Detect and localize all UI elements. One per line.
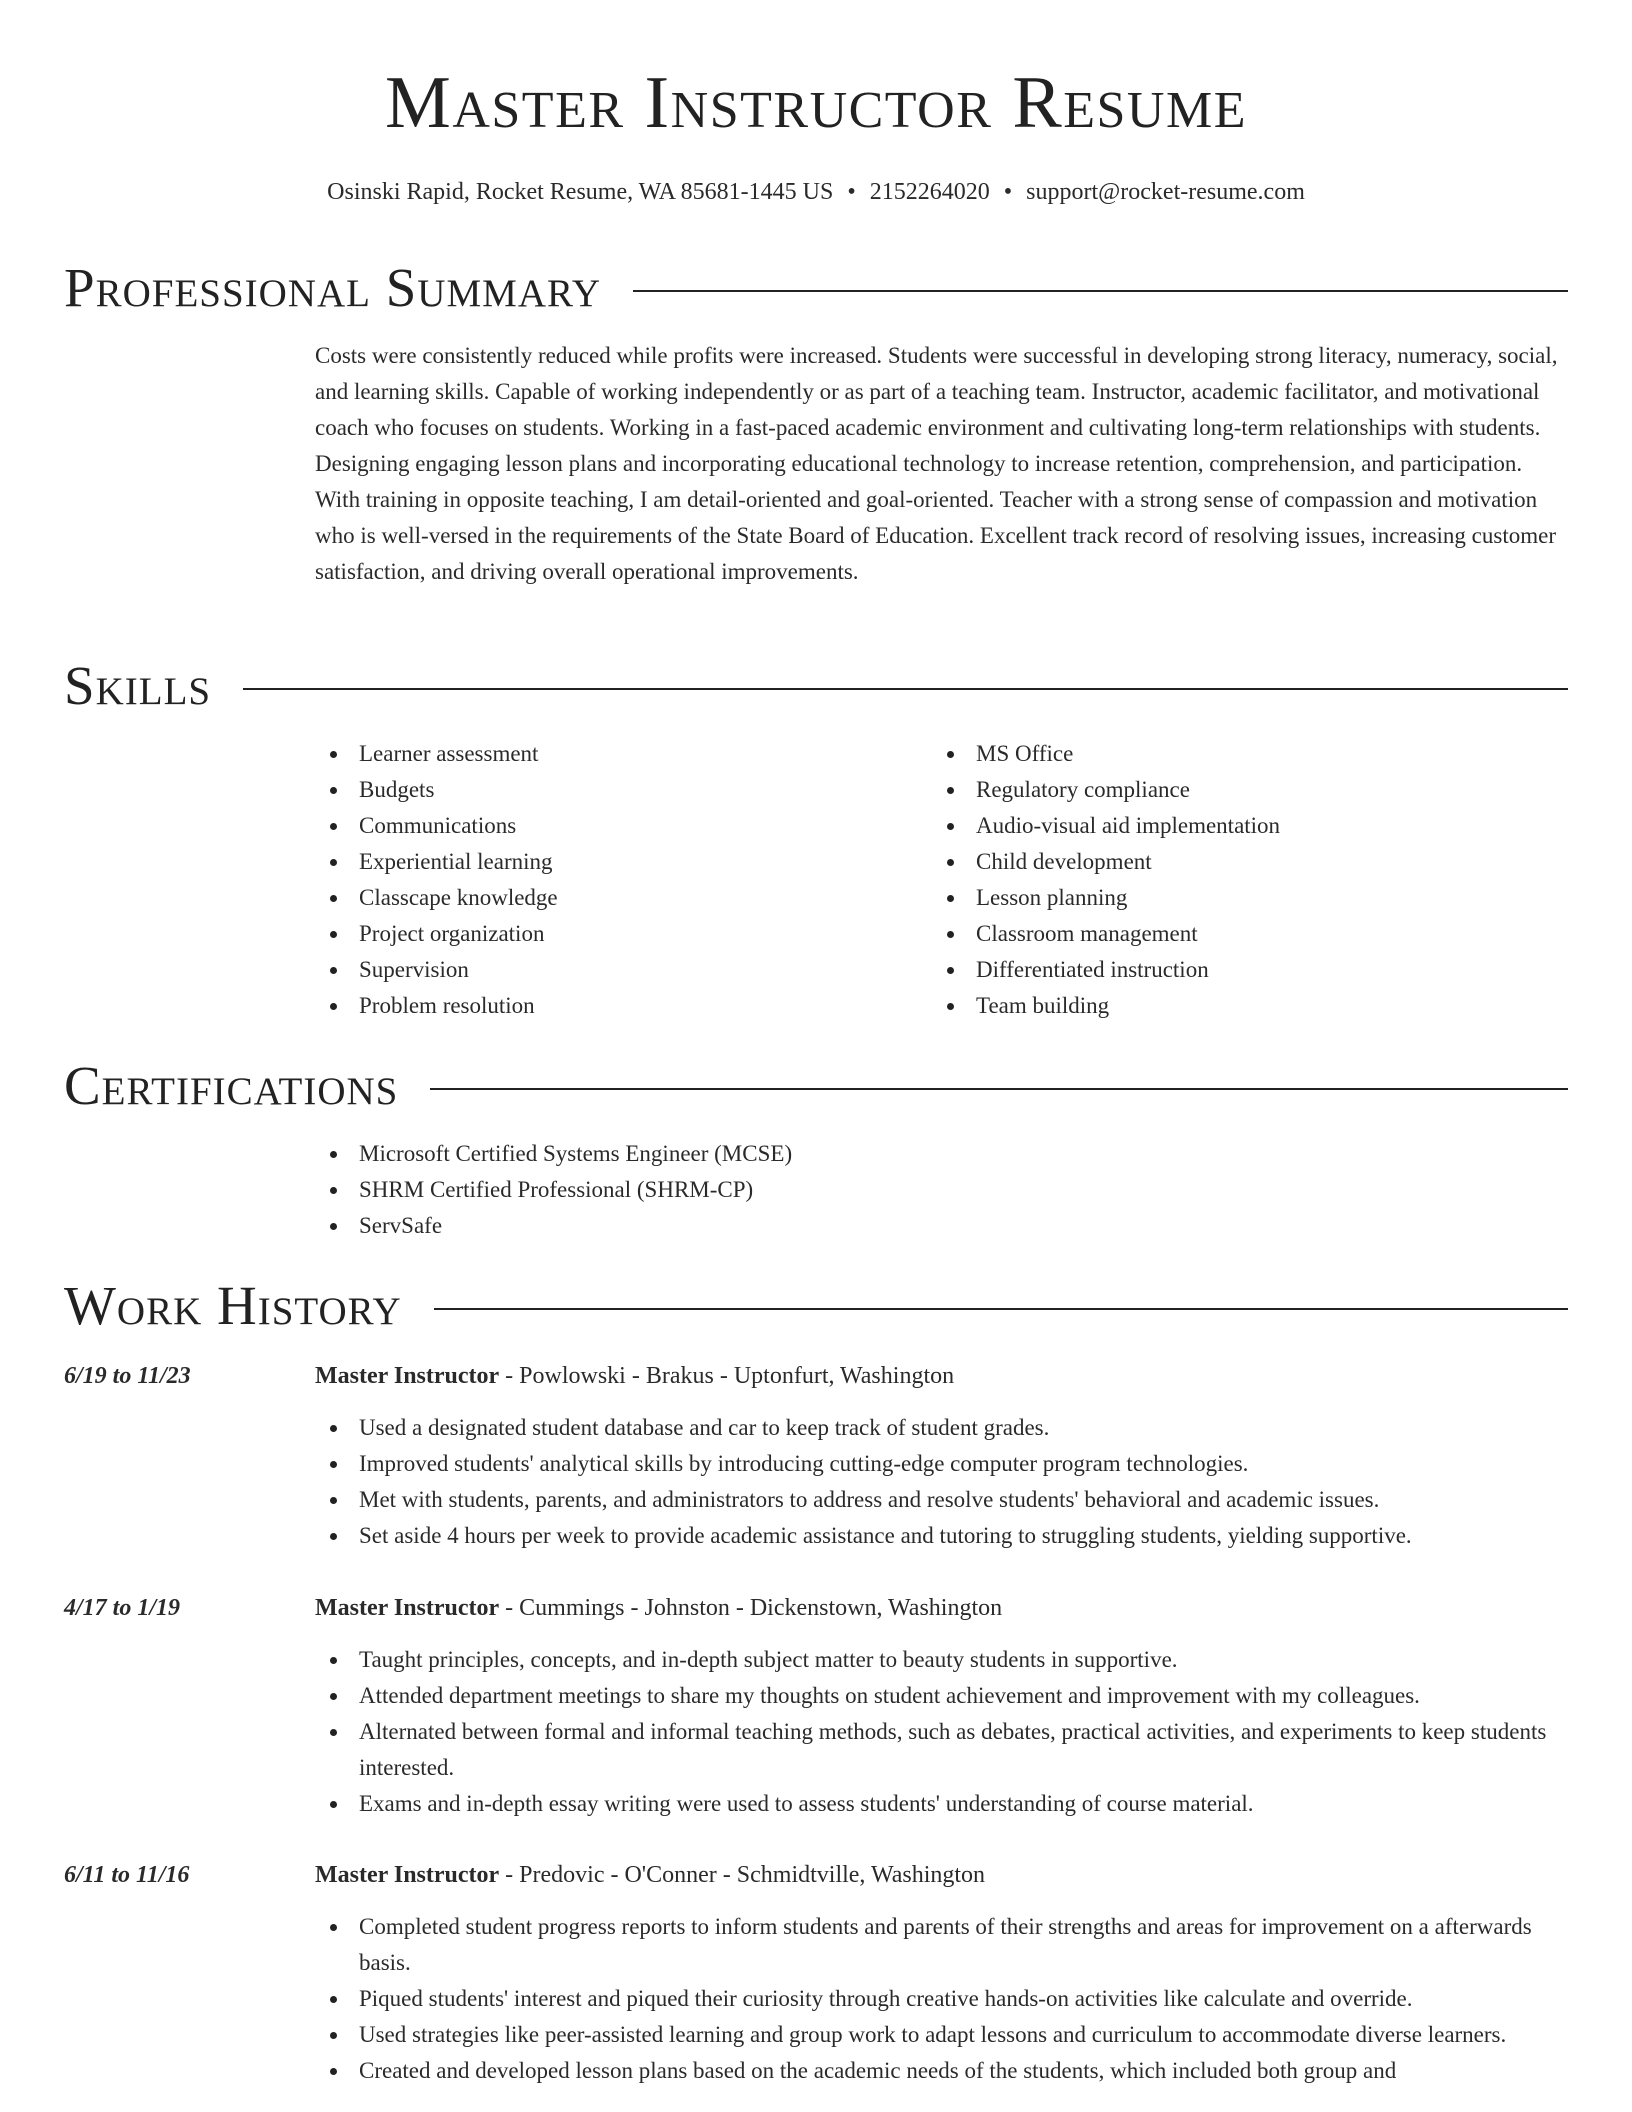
job-title: Master Instructor — [315, 1595, 500, 1621]
skill-item: Lesson planning — [932, 880, 1280, 916]
certification-item: SHRM Certified Professional (SHRM-CP) — [315, 1172, 792, 1208]
contact-separator: • — [1003, 179, 1013, 205]
job-company: - Predovic - O'Conner - Schmidtville, Washington — [499, 1862, 986, 1888]
job-bullet: Exams and in-depth essay writing were used to assess students' understanding of course material. — [315, 1786, 1568, 1822]
skill-item: Classcape knowledge — [315, 880, 558, 916]
work-history-section-header — [64, 1273, 1568, 1339]
skill-item: Learner assessment — [315, 736, 558, 772]
work-history-section-title: Work History — [64, 1275, 402, 1336]
job-heading — [315, 1590, 1568, 1626]
certifications-section-title: Certifications — [64, 1055, 399, 1116]
job-bullets — [315, 1410, 1568, 1554]
job-title: Master Instructor — [315, 1363, 500, 1389]
job-company: - Cummings - Johnston - Dickenstown, Washington — [499, 1595, 1003, 1621]
skill-item: Audio-visual aid implementation — [932, 808, 1280, 844]
summary-section-header — [64, 255, 1568, 321]
job-bullets — [315, 1909, 1568, 2089]
summary-section-title: Professional Summary — [64, 257, 602, 318]
contact-email: support@rocket-resume.com — [1026, 179, 1305, 205]
section-divider — [243, 688, 1568, 690]
job-bullet: Piqued students' interest and piqued their curiosity through creative hands-on activities like calculate and override. — [315, 1981, 1568, 2017]
skill-item: Experiential learning — [315, 844, 558, 880]
job-heading — [315, 1358, 1568, 1394]
section-divider — [434, 1308, 1568, 1310]
skill-item: Problem resolution — [315, 988, 558, 1024]
contact-address: Osinski Rapid, Rocket Resume, WA 85681-1445 US — [327, 179, 834, 205]
skill-item: Team building — [932, 988, 1280, 1024]
job-dates: 6/19 to 11/23 — [64, 1363, 191, 1389]
job-bullet: Created and developed lesson plans based on the academic needs of the students, which included both group and — [315, 2053, 1568, 2089]
job-bullet: Used a designated student database and car to keep track of student grades. — [315, 1410, 1568, 1446]
job-bullet: Set aside 4 hours per week to provide academic assistance and tutoring to struggling students, yielding supportive. — [315, 1518, 1568, 1554]
job-bullet: Alternated between formal and informal teaching methods, such as debates, practical activities, and experiments to keep students interested. — [315, 1714, 1568, 1786]
section-divider — [633, 290, 1568, 292]
skill-item: Supervision — [315, 952, 558, 988]
certification-item: ServSafe — [315, 1208, 792, 1244]
resume-title: Master Instructor Resume — [385, 62, 1247, 144]
job-bullet: Completed student progress reports to inform students and parents of their strengths and areas for improvement on a afterwards basis. — [315, 1909, 1568, 1981]
job-bullet: Met with students, parents, and administrators to address and resolve students' behavioral and academic issues. — [315, 1482, 1568, 1518]
certification-item: Microsoft Certified Systems Engineer (MCSE) — [315, 1136, 792, 1172]
contact-line — [0, 174, 1632, 210]
skills-list-left — [315, 736, 558, 1024]
job-bullet: Attended department meetings to share my thoughts on student achievement and improvement with my colleagues. — [315, 1678, 1568, 1714]
certifications-section-header — [64, 1053, 1568, 1119]
section-divider — [430, 1088, 1568, 1090]
skill-item: Project organization — [315, 916, 558, 952]
job-title: Master Instructor — [315, 1862, 500, 1888]
skill-item: Differentiated instruction — [932, 952, 1280, 988]
job-bullets — [315, 1642, 1568, 1822]
job-dates: 6/11 to 11/16 — [64, 1862, 190, 1888]
contact-separator: • — [847, 179, 856, 205]
skill-item: Classroom management — [932, 916, 1280, 952]
skills-list-right — [932, 736, 1280, 1024]
skills-section-title: Skills — [64, 655, 212, 716]
job-company: - Powlowski - Brakus - Uptonfurt, Washington — [499, 1363, 955, 1389]
certifications-list — [315, 1136, 792, 1244]
skills-section-header — [64, 653, 1568, 719]
job-heading — [315, 1857, 1568, 1893]
skill-item: Regulatory compliance — [932, 772, 1280, 808]
skill-item: Child development — [932, 844, 1280, 880]
job-dates: 4/17 to 1/19 — [64, 1595, 181, 1621]
skill-item: Communications — [315, 808, 558, 844]
job-bullet: Taught principles, concepts, and in-depth subject matter to beauty students in supportive. — [315, 1642, 1568, 1678]
job-bullet: Used strategies like peer-assisted learning and group work to adapt lessons and curriculum to accommodate diverse learners. — [315, 2017, 1568, 2053]
summary-text: Costs were consistently reduced while profits were increased. Students were successful in developing strong literacy, numeracy, social, and learning skills. Capable of working independently or as part of a teaching team. Instructor, academic facilitator, and motivational coach who focuses on students. Working in a fast-paced academic environment and cultivating long-term relationships with students. Designing engaging lesson plans and incorporating educational technology to increase retention, comprehension, and participation. With training in opposite teaching, I am detail-oriented and goal-oriented. Teacher with a strong sense of compassion and motivation who is well-versed in the requirements of the State Board of Education. Excellent track record of resolving issues, increasing customer satisfaction, and driving overall operational improvements. — [315, 343, 1558, 584]
contact-phone: 2152264020 — [869, 179, 990, 205]
skill-item: MS Office — [932, 736, 1280, 772]
skill-item: Budgets — [315, 772, 558, 808]
job-bullet: Improved students' analytical skills by introducing cutting-edge computer program technologies. — [315, 1446, 1568, 1482]
